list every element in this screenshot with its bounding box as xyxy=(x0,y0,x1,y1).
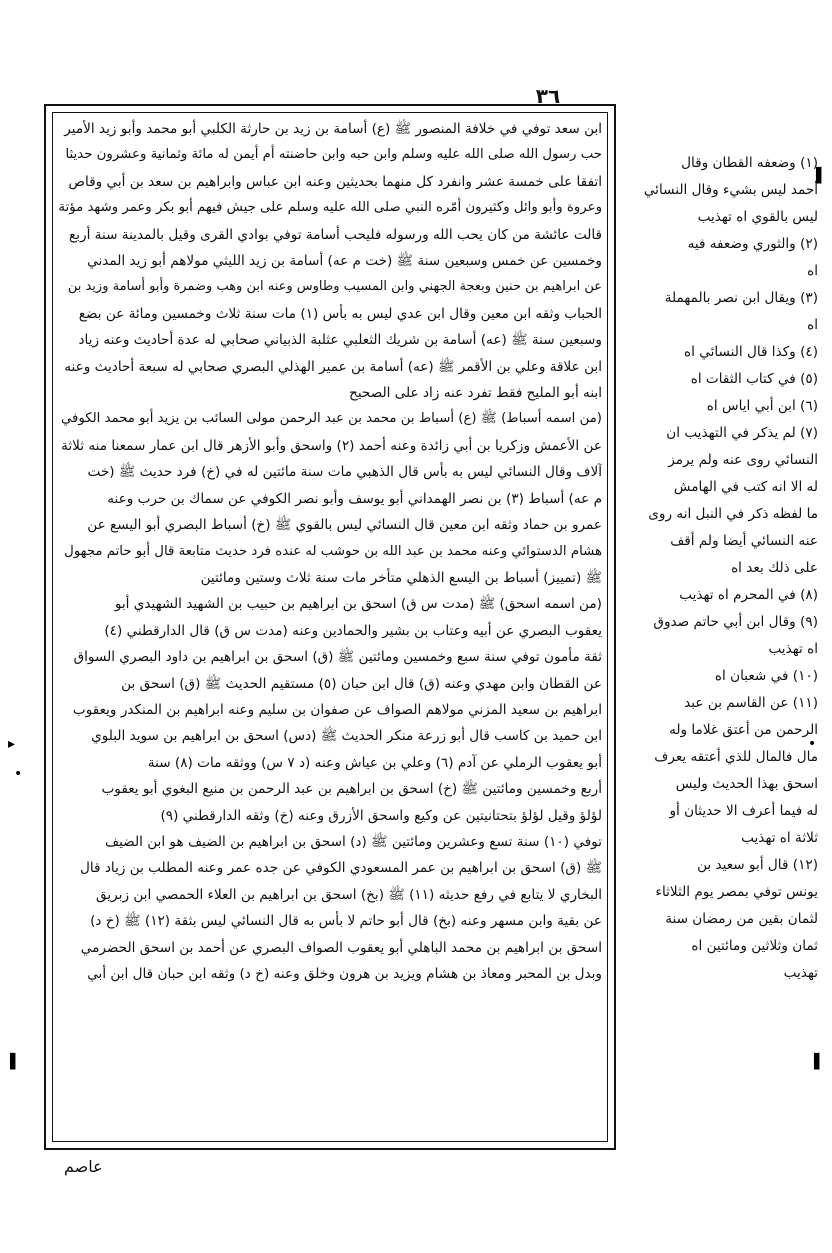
main-text-line: (من اسمه أسباط) ﷺ (ع) أسباط بن محمد بن عبد الرحمن مولى السائب بن يزيد أبو محمد الكوفي xyxy=(60,411,602,427)
main-text-line: عمرو بن حماد وثقه ابن معين قال النسائي ليس بالقوي ﷺ (خ) أسباط البصري أبو اليسع عن xyxy=(87,517,602,534)
main-text-line: يعقوب البصري عن أبيه وعتاب بن بشير والحمادين وعنه (مدت س ق) قال الدارقطني (٤) xyxy=(104,622,602,639)
main-text-line: عن القطان وابن مهدي وعنه (ق) قال ابن حبان (٥) مستقيم الحديث ﷺ (ق) اسحق بن xyxy=(121,675,602,692)
margin-notes xyxy=(622,150,818,1050)
page-number: ٣٦ xyxy=(535,84,561,108)
margin-note-line: اه xyxy=(807,317,818,333)
main-text-line: أربع وخمسين ومائتين ﷺ (خ) اسحق بن ابراهيم بن عبد الرحمن بن منيع البغوي أبو يعقوب xyxy=(101,781,602,798)
main-text-line: هشام الدستوائي وعنه محمد بن عبد الله بن حوشب له عنده فرد حديث متابعة قال أبو حاتم مجهول xyxy=(64,543,602,559)
margin-mark-left-dot: • xyxy=(14,766,23,782)
margin-note-line: اه تهذيب xyxy=(768,641,818,657)
margin-note-line: لثمان بقين من رمضان سنة xyxy=(665,911,818,927)
main-text-line: قالت عائشة من كان يحب الله ورسوله فليحب أسامة توفي بوادي القرى وقيل بالمدينة سنة أربع xyxy=(69,226,602,243)
main-text-line: وبدل بن المحبر ومعاذ بن هشام ويزيد بن هرون وخلق وعنه (خ د) وثقه ابن حبان قال ابن أبي xyxy=(87,966,602,982)
margin-note-line: على ذلك بعد اه xyxy=(731,560,818,576)
margin-note-line: (٥) في كتاب الثقات اه xyxy=(690,371,818,387)
main-text-block xyxy=(58,116,602,1138)
main-text-line: ابن حميد بن كاسب قال أبو زرعة منكر الحديث ﷺ (دس) اسحق بن ابراهيم بن سويد البلوي xyxy=(91,728,602,745)
main-text-line: أبو يعقوب الرملي عن آدم (٦) وعلي بن عياش وعنه (د ٧ س) ووثقه مات (٨) سنة xyxy=(147,754,602,771)
margin-note-line: (١٠) في شعبان اه xyxy=(714,668,818,684)
main-text-line: عن بقية وابن مسهر وعنه (بخ) قال أبو حاتم لا بأس به قال النسائي ليس بثقة (١٢) ﷺ (خ د) xyxy=(90,913,602,930)
main-text-line: ثقة مأمون توفي سنة سبع وخمسين ومائتين ﷺ (ق) اسحق بن ابراهيم بن داود البصري السواق xyxy=(73,649,602,666)
margin-note-line: له فيما أعرف الا حديثان أو xyxy=(669,803,818,819)
main-text-line: ابن سعد توفي في خلافة المنصور ﷺ (ع) أسامة بن زيد بن حارثة الكلبي أبو محمد وأبو زيد الأمير xyxy=(64,121,602,137)
margin-note-line: ثلاثة اه تهذيب xyxy=(741,830,818,846)
margin-note-line: النسائي روى عنه ولم يرمز xyxy=(668,452,818,468)
margin-note-line: تهذيب xyxy=(783,965,818,981)
margin-mark-left-arrow: ▸ xyxy=(8,736,16,752)
margin-note-line: عنه النسائي أيضا ولم أقف xyxy=(670,533,818,549)
margin-mark-bottom-right: ▌ xyxy=(814,1054,825,1070)
main-text-line: ابراهيم بن سعيد المزني مولاهم الصواف عن صفوان بن سليم وعنه ابراهيم بن المنكدر ويعقوب xyxy=(72,701,602,718)
main-text-line: آلاف وقال النسائي ليس به بأس قال الذهبي مات سنة مائتين له في (خ) فرد حديث ﷺ (خت xyxy=(87,464,602,481)
margin-note-line: أحمد ليس بشيء وقال النسائي xyxy=(643,182,818,198)
margin-note-line: (١١) عن القاسم بن عبد xyxy=(684,695,818,711)
main-text-line: عن الأعمش وزكريا بن أبي زائدة وعنه أحمد (٢) واسحق وأبو الأزهر قال ابن عمار سمعنا منه ثلاثة xyxy=(61,437,602,454)
main-text-line: ﷺ (ق) اسحق بن ابراهيم بن عمر المسعودي الكوفي عن جده عمر وعنه المطلب بن زياد قال xyxy=(80,860,602,877)
margin-mark-top: ▌ xyxy=(816,168,827,184)
main-text-line: حب رسول الله صلى الله عليه وسلم وابن حبه وابن حاضنته أم أيمن له مائة وثمانية وعشرون حديثا xyxy=(65,147,602,163)
margin-note-line: (٨) في المحرم اه تهذيب xyxy=(679,587,818,603)
main-text-line: توفي (١٠) سنة تسع وعشرين ومائتين ﷺ (د) اسحق بن ابراهيم بن الضيف هو ابن الضيف xyxy=(105,833,602,850)
main-text-line: وعروة وأبو وائل وكثيرون أمّره النبي صلى الله عليه وسلم على جيش فيهم أبو بكر وعمر وشهد مؤتة xyxy=(58,200,602,216)
margin-mark-right-dot: • xyxy=(808,736,817,752)
main-text-line: م عه) أسباط (٣) بن نصر الهمداني أبو يوسف وأبو نصر الكوفي عن سماك بن حرب وعنه xyxy=(107,490,602,507)
main-text-line: عن ابراهيم بن حنين وبعجة الجهني وابن المسيب وطاوس وعنه ابن وهب وضمرة وأبو أسامة وزيد بن xyxy=(67,279,602,295)
margin-note-line: له الا انه كتب في الهامش xyxy=(673,479,818,495)
margin-note-line: (١) وضعفه القطان وقال xyxy=(681,155,818,171)
margin-note-line: (٩) وقال ابن أبي حاتم صدوق xyxy=(653,614,818,630)
margin-note-line: اسحق بهذا الحديث وليس xyxy=(675,776,818,792)
main-text-line: اتفقا على خمسة عشر وانفرد كل منهما بحديثين وعنه ابن عباس وابراهيم بن سعد بن أبي وقاص xyxy=(68,173,602,190)
main-text-line: ابنه أبو المليح فقط تفرد عنه زاد على الصحيح xyxy=(349,385,602,402)
main-text-line: لؤلؤ وقيل لؤلؤ بتحتانيتين عن وكيع واسحق الأزرق وعنه (خ) وثقه الدارقطني (٩) xyxy=(160,807,602,824)
margin-note-line: يونس توفي بمصر يوم الثلاثاء xyxy=(655,884,818,900)
main-text-line: الحباب وثقه ابن معين وقال ابن عدي ليس به بأس (١) مات سنة ثلاث وخمسين ومائة عن بضع xyxy=(78,305,602,322)
margin-note-line: الرحمن من أعتق غلاما وله xyxy=(669,722,818,738)
main-text-line: ﷺ (تمييز) أسباط بن اليسع الذهلي متأخر مات سنة ثلاث وستين ومائتين xyxy=(200,569,602,586)
margin-note-line: (٦) ابن أبي اياس اه xyxy=(706,398,818,414)
margin-note-line: (١٢) قال أبو سعيد بن xyxy=(697,857,818,873)
margin-note-line: اه xyxy=(807,263,818,279)
margin-note-line: (٢) والثوري وضعفه فيه xyxy=(687,236,818,252)
margin-note-line: ليس بالقوي اه تهذيب xyxy=(697,209,818,225)
main-text-line: البخاري لا يتابع في رفع حديثه (١١) ﷺ (بخ) اسحق بن ابراهيم بن العلاء الحمصي ابن زبريق xyxy=(96,886,602,903)
margin-note-line: ما لفظه ذكر في النبل انه روى xyxy=(648,506,818,522)
main-text-line: (من اسمه اسحق) ﷺ (مدت س ق) اسحق بن ابراهيم بن حبيب بن الشهيد الشهيدي أبو xyxy=(114,596,602,613)
main-text-line: وخمسين عن خمس وسبعين سنة ﷺ (خت م عه) أسامة بن زيد الليثي مولاهم أبو زيد المدني xyxy=(87,253,602,270)
main-text-line: وسبعين سنة ﷺ (عه) أسامة بن شريك الثعلبي عثلبة الذبياني صحابي له عدة أحاديث وعنه زياد xyxy=(78,332,602,349)
margin-mark-bottom-left: ▌ xyxy=(10,1054,21,1070)
main-text-line: اسحق بن ابراهيم بن محمد الباهلي أبو يعقوب الصواف البصري عن أحمد بن اسحق الحضرمي xyxy=(80,939,602,956)
margin-note-line: (٧) لم يذكر في التهذيب ان xyxy=(666,425,818,441)
margin-note-line: (٣) ويقال ابن نصر بالمهملة xyxy=(664,290,818,306)
catchword: عاصم xyxy=(64,1157,103,1176)
main-text-line: ابن علاقة وعلي بن الأقمر ﷺ (عه) أسامة بن عمير الهذلي البصري صحابي له سبعة أحاديث وعنه xyxy=(64,358,602,375)
margin-note-line: (٤) وكذا قال النسائي اه xyxy=(684,344,818,360)
margin-note-line: مال فالمال للذي أعتقه يعرف xyxy=(654,749,818,765)
margin-note-line: ثمان وثلاثين ومائتين اه xyxy=(691,938,818,954)
